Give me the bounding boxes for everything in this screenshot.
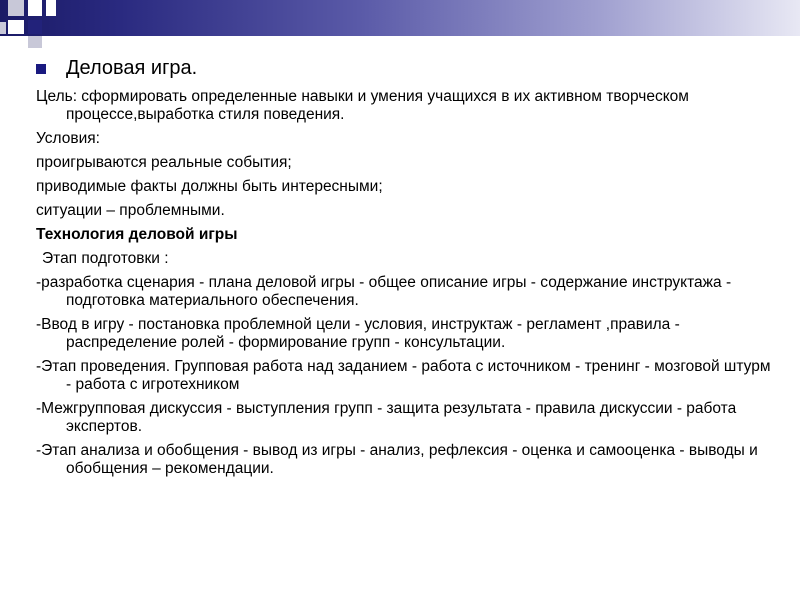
stage-item: -Межгрупповая дискуссия - выступления групп - защита результата - правила дискуссии - работа экспертов. — [36, 400, 737, 435]
decor-square — [28, 36, 42, 48]
header-band — [0, 0, 800, 36]
square-bullet-icon — [36, 64, 46, 74]
decor-square — [28, 0, 42, 16]
stage-item: -Этап анализа и обобщения - вывод из игры - анализ, рефлексия - оценка и самооценка - выводы и обобщения – рекомендации. — [36, 442, 758, 477]
decor-square — [0, 22, 6, 34]
goal-paragraph: Цель: сформировать определенные навыки и умения учащихся в их активном творческом процессе,выработка стиля поведения. — [36, 88, 689, 123]
slide-title — [36, 57, 197, 80]
slide-body — [36, 88, 776, 484]
stage-item: -Этап проведения. Групповая работа над заданием - работа с источником - тренинг - мозговой штурм - работа с игротехником — [36, 358, 771, 393]
stage-item: -разработка сценария - плана деловой игры - общее описание игры - содержание инструктажа - подготовка материального обеспечения. — [36, 274, 732, 309]
condition-item: проигрываются реальные события; — [36, 154, 292, 171]
decor-square — [8, 0, 24, 16]
condition-item: ситуации – проблемными. — [36, 202, 225, 219]
stage-item: -Ввод в игру - постановка проблемной цели - условия, инструктаж - регламент ,правила - распределение ролей - формирование групп - консультации. — [36, 316, 680, 351]
slide-title-text: Деловая игра. — [66, 57, 198, 79]
decor-square — [46, 0, 56, 16]
stage-heading: Этап подготовки : — [42, 250, 169, 267]
decor-square — [8, 20, 24, 34]
decor-square — [28, 20, 42, 34]
condition-item: приводимые факты должны быть интересными; — [36, 178, 383, 195]
technology-heading: Технология деловой игры — [36, 226, 238, 243]
conditions-heading: Условия: — [36, 130, 100, 147]
